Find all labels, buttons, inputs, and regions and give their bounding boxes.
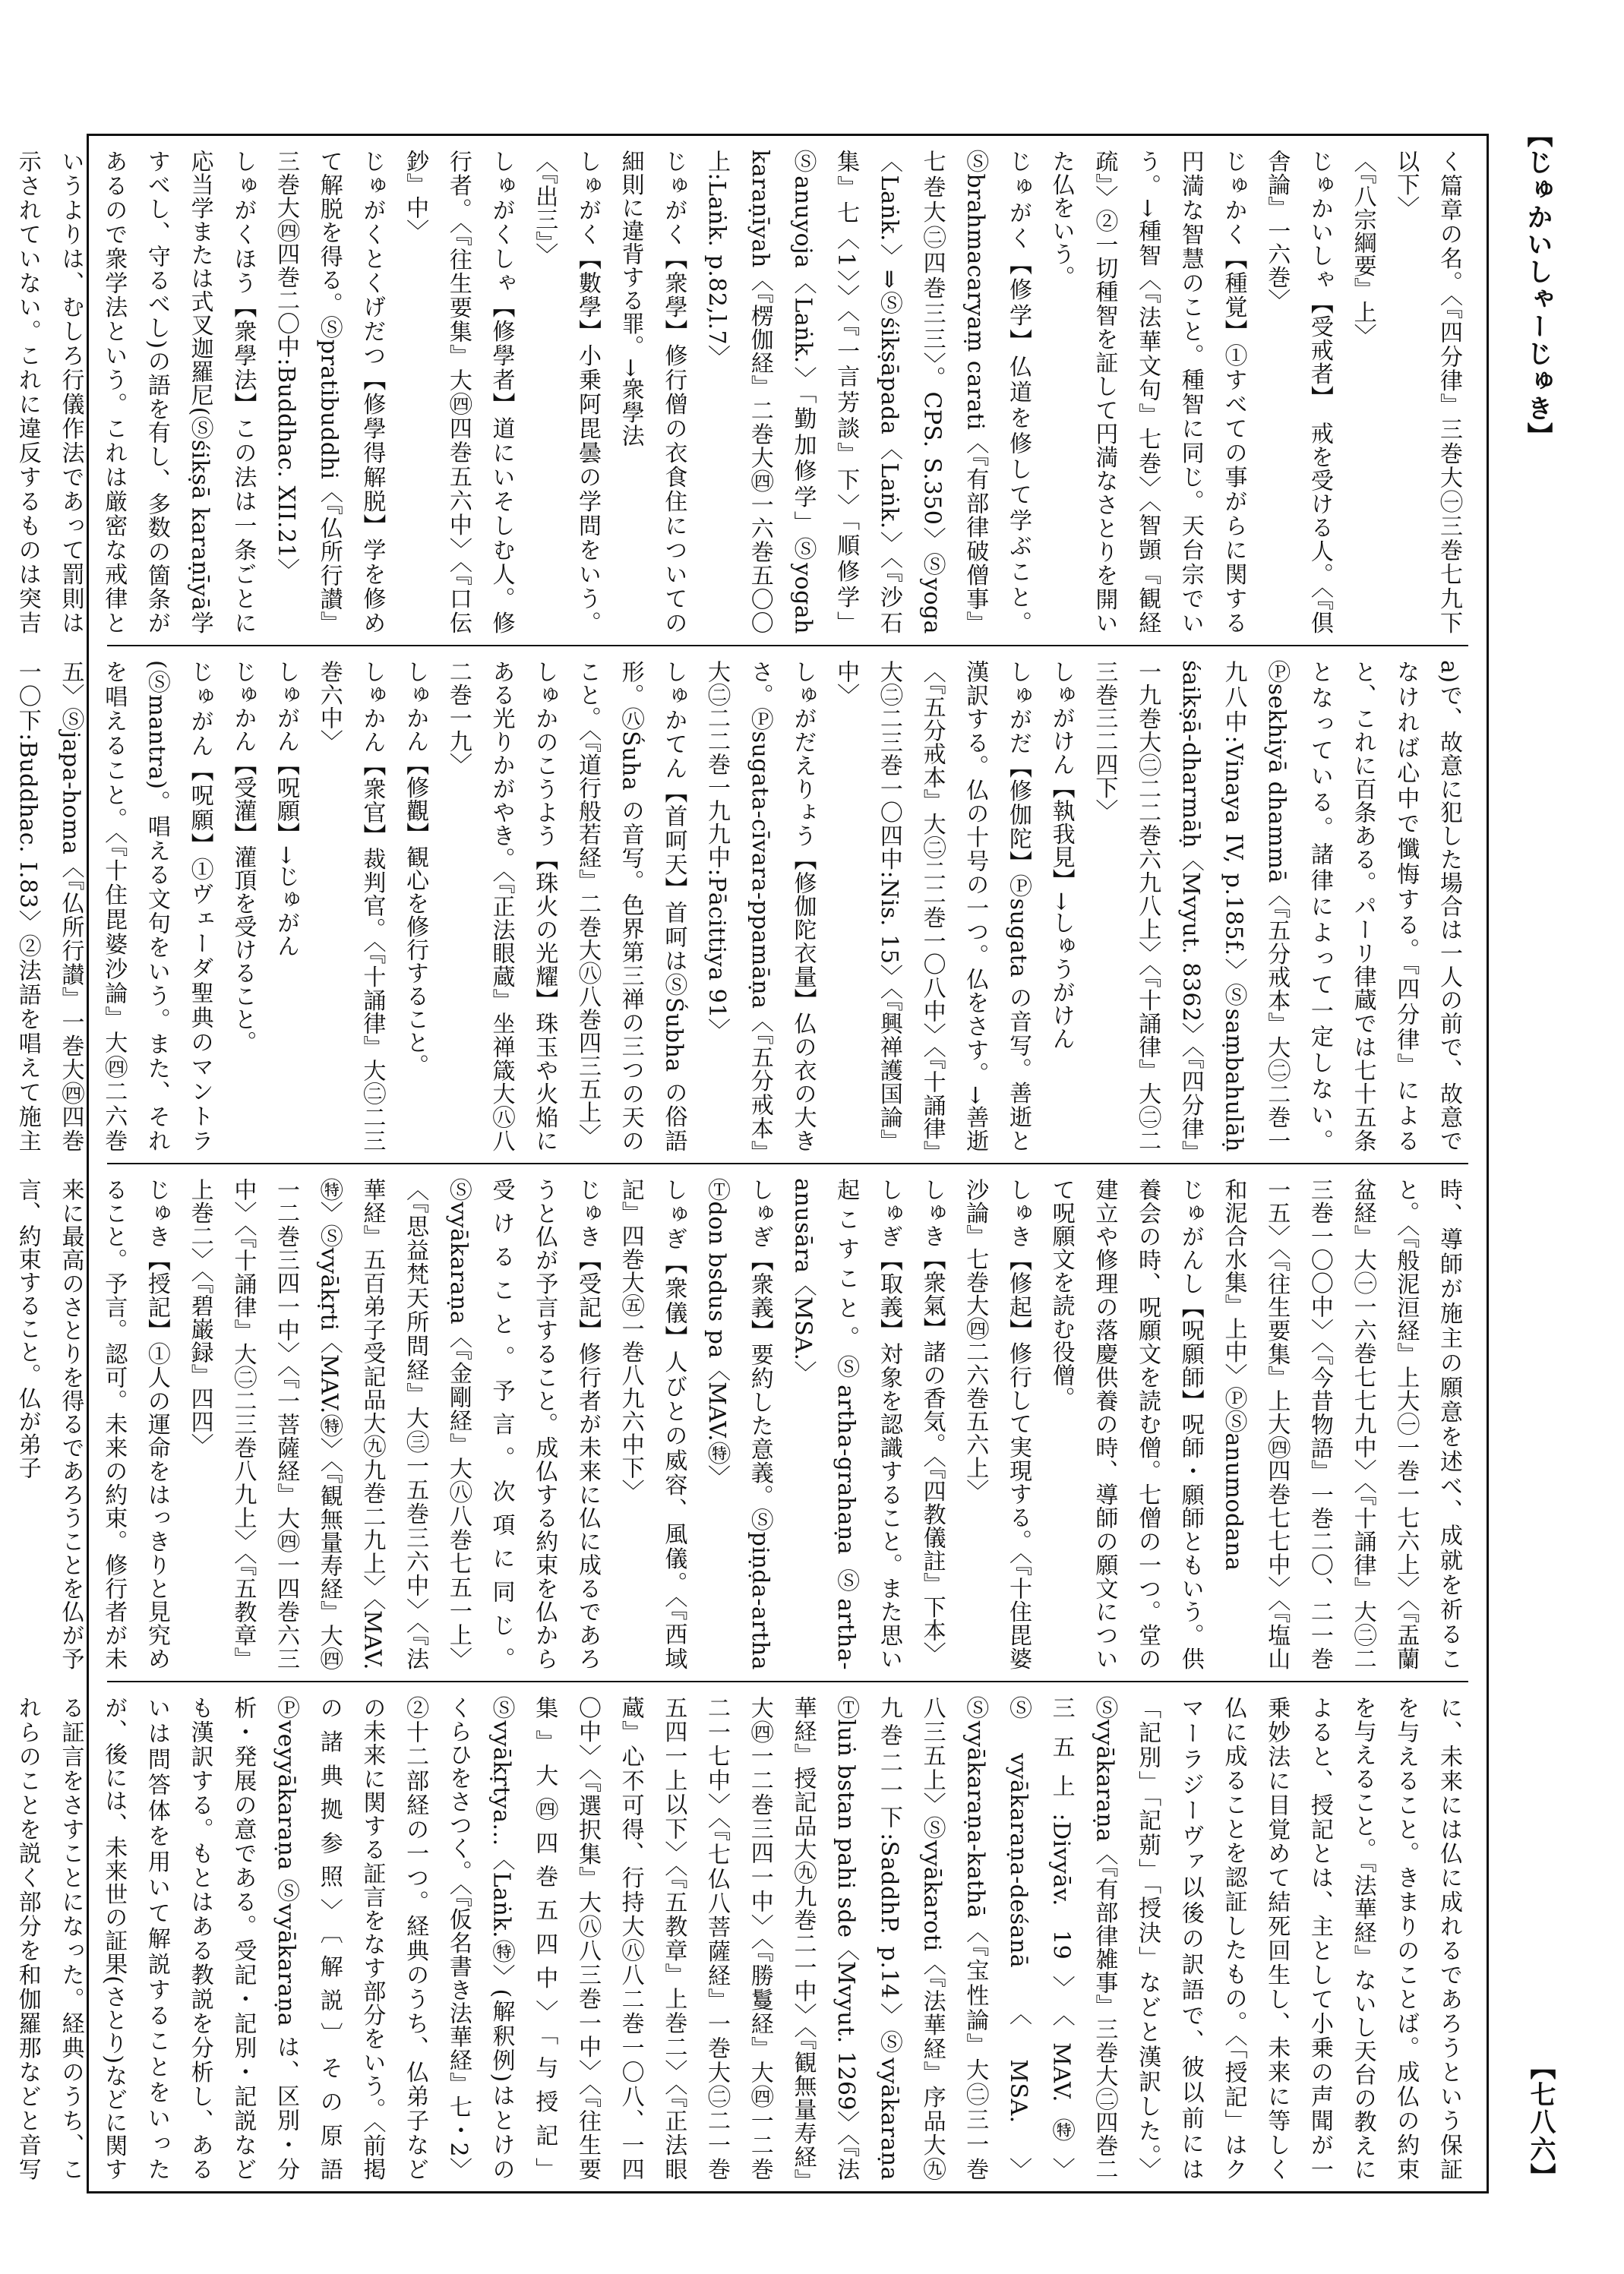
entry: じゅがんし【呪願師】呪師・願師ともいう。供養会の時、呪願文を読む僧。七僧の一つ。堂の建立や修理の落慶供養の時、導師の願文について呪願文を読む役僧。	[1047, 1178, 1204, 1670]
entry: じゅき【受記】修行者が未来に仏に成るであろうと仏が予言すること。成仏する約束を仏から受けること。予言。次項に同じ。Ⓢvyākaraṇa〈『金剛経』大㊇八巻七五一上〉〈『思益梵天所問経』大㊂一五巻三六中〉〈『法華経』五百弟子受記品大㊈九巻二九上〉〈MAV.㊕〉Ⓢvyākṛti〈MAV.㊕〉〈『観無量寿経』大㊃一二巻三四一中〉〈『一菩薩経』大㊃一四巻六三中〉〈『十誦律』大㊁二三巻八九上〉〈『五教章』上巻二〉〈『碧巌録』四四〉	[186, 1178, 601, 1670]
entry: しゅがん【呪願】→じゅがん	[273, 660, 300, 958]
entry: しゅがく【數學】小乗阿毘曇の学問をいう。〈『出三』〉	[531, 150, 601, 634]
entry: しゅぎ【取義】対象を認識すること。また思い起こすこと。Ⓢartha-grahaṇa Ⓢartha-anusāra〈MSA.〉	[789, 1178, 902, 1670]
entry: しゅがくしゃ【修學者】道にいそしむ人。修行者。〈『往生要集』大㊃四巻五六中〉〈『口伝鈔』中〉	[402, 150, 515, 634]
entry: く篇章の名。〈『四分律』三巻大㊀三巻七九下以下〉	[1392, 150, 1462, 634]
page-number: 【七八六】	[1525, 2054, 1556, 2190]
entry: 時、導師が施主の願意を述べ、成就を祈ること。〈『般泥洹経』上大㊀一巻一七六上〉〈『盂蘭盆経』大㊀一六巻七七九中〉〈『十誦律』大㊁二三巻一〇〇中〉〈『今昔物語』一巻二〇、二一巻一五〉〈『往生要集』上大㊃四巻七七中〉〈『塩山和泥合水集』上中〉ⓅⓈanumodana	[1220, 1178, 1462, 1670]
entry: しゅぎ【衆義】要約した意義。Ⓢpiṇḍa-artha Ⓣdon bsdus pa〈MAV.㊕〉	[703, 1178, 773, 1670]
entry: しゅがだえりょう【修伽陀衣量】仏の衣の大きさ。Ⓟsugata-cīvara-ppamāṇa〈『五分戒本』大㊁二二巻一九九中:Pācittiya 91〉	[703, 660, 817, 1152]
entry: しゅかてん【首呵天】首呵はⓈŚubha の俗語形。㊇Śuha の音写。色界第三禅の三つの天のこと。〈『道行般若経』二巻大㊇八巻四三五上〉	[573, 660, 687, 1152]
entry: じゅかく【種覚】①すべての事がらに関する円満な智慧のこと。種智に同じ。天台宗でいう。→種智〈『法華文句』七巻〉〈智顗『観経疏』〉②一切種智を証して円満なさとりを開いた仏をいう。	[1047, 150, 1247, 634]
entry: しゅき【衆氣】諸の香気。〈『四教儀註』下本〉	[918, 1178, 946, 1665]
entry: しゅぎ【衆儀】人びとの威容、風儀。〈『西域記』四巻大㊄一巻八九六中下〉	[617, 1178, 687, 1670]
text-band-2	[14, 646, 1487, 1163]
entry: しゅき【修起】修行して実現する。〈『十住毘婆沙論』七巻大㊃二六巻五六上〉	[962, 1178, 1032, 1670]
entry: 〈『八宗綱要』上〉	[1349, 150, 1376, 347]
band-3-columns	[14, 1178, 1470, 1670]
entry: しゅがけん【執我見】→しゅうがけん	[1047, 660, 1075, 1050]
text-band-4	[14, 1682, 1487, 2191]
entry: しゅがだ【修伽陀】Ⓟsugata の音写。善逝と漢訳する。仏の十号の一つ。仏をさす。→善逝〈『五分戒本』大㊁二二巻一〇八中〉〈『十誦律』大㊁二三巻一〇四中:Nis. 15〉〈『興禅護国論』中〉	[833, 660, 1032, 1152]
entry: じゅがくとくげだつ【修學得解脱】学を修めて解脱を得る。Ⓢpratibuddhi〈『仏所行讃』三巻大㊃四巻二〇中:Buddhac. XII.21〉	[273, 150, 386, 634]
entry: じゅがく【衆學】修行僧の衣食住についての細則に違背する罪。→衆學法	[617, 150, 687, 634]
band-1-columns	[14, 150, 1470, 634]
entry: じゅかん【受灌】灌頂を受けること。	[229, 660, 257, 1054]
entry: しゅかん【修觀】観心を修行すること。	[402, 660, 429, 1077]
entry: に、未来には仏に成れるであろうという保証を与えること。きまりのことば。成仏の約束を与えること。『法華経』ないし天台の教えによると、授記とは、主として小乗の声聞が一乗妙法に目覚めて結死回生し、未来に等しく仏に成ることを認証したもの。〈「授記」はクマーラジーヴァ以後の訳語で、彼以前には「記別」「記莂」「授決」などと漢訳した。〉Ⓢvyākaraṇa〈『有部律雑事』三巻大㊁四巻二三五上:Divyāv. 19〉〈MAV.㊕〉Ⓢvyākaraṇa-deśanā〈MSA.〉Ⓢvyākaraṇa-kathā〈『宝性論』大㊁三一巻八三五上〉Ⓢvyākaroti〈『法華経』序品大㊈九巻二一下:SaddhP. p.14〉Ⓢvyākaraṇa Ⓣluṅ bstan pahi sde〈Mvyut. 1269〉〈『法華経』授記品大㊈九巻二一中〉〈『観無量寿経』大㊃一二巻三四一中〉〈『勝鬘経』大㊃一二巻二一七中〉〈『七仏八菩薩経』一巻大㊁二一巻五四一上以下〉〈『五教章』上巻二〉〈『正法眼蔵』心不可得、行持大㊇八二巻一〇八、一四〇中〉〈『選択集』大㊇八三巻一中〉〈『往生要集』大㊃四巻五四中〉「与授記」Ⓢvyākṛtya...〈Laṅk.㊕〉(解釈例)はとけのくらひをさつく。〈『仮名書き法華経』七・2〉②十二部経の一つ。経典のうち、仏弟子などの未来に関する証言をなす部分をいう。〈前掲の諸典拠参照〉〔解説〕その原語Ⓟveyyākaraṇa Ⓢvyākaraṇa は、区別・分析・発展の意である。受記・記別・記説なども漢訳する。もとはある教説を分析し、あるいは問答体を用いて解説することをいったが、後には、未来世の証果(さとり)などに関する証言をさすことになった。経典のうち、これらのことを説く部分を和伽羅那などと音写	[14, 1696, 1462, 2181]
text-band-3	[14, 1164, 1487, 1681]
entry: しゅかん【衆官】裁判官。〈『十誦律』大㊁二三巻六中〉	[315, 660, 386, 1152]
entry: しゅがくほう【衆學法】この法は一条ごとに応当学または式叉迦羅尼(Ⓢśikṣā karaṇīyā学すべし、守るべし)の語を有し、多数の箇条があるので衆学法という。これは厳密な戒律というよりは、むしろ行儀作法であって罰則は示されていない。これに違反するものは突吉	[14, 150, 257, 634]
running-head: 【じゅかいしゃーじゅき】	[1522, 122, 1553, 450]
entry: じゅがん【呪願】①ヴェーダ聖典のマントラ(Ⓢmantra)。唱える文句をいう。また、それを唱えること。〈『十住毘婆沙論』大㊃二六巻五〉Ⓢjapa-homa〈『仏所行讃』一巻大㊃四巻一〇下:Buddhac. I.83〉②法語を唱えて施主	[14, 660, 213, 1152]
dictionary-page-frame	[14, 134, 1489, 2193]
entry: a)で、故意に犯した場合は一人の前で、故意でなければ心中で懺悔する。『四分律』によると、これに百条ある。パーリ律蔵では七十五条となっている。諸律によって一定しない。Ⓟsekhiyā dhammā〈『五分戒本』大㊁二巻一九八中:Vinaya IV, p.185f.〉Ⓢsaṃbahulāḥ śaikṣā-dharmāḥ〈Mvyut. 8362〉〈『四分律』一九巻大㊁二二巻六九八上〉〈『十誦律』大㊁二三巻三二四下〉	[1091, 660, 1462, 1152]
entry: じゅき【授記】①人の運命をはっきりと見究めること。予言。認可。未来の約束。修行者が未来に最高のさとりを得るであろうことを仏が予言、約束すること。仏が弟子	[14, 1178, 170, 1670]
entry: じゅがく【修学】仏道を修して学ぶこと。Ⓢbrahmacaryaṃ carati〈『有部律破僧事』七巻大㊁四巻三三〉。CPS. S.350〉Ⓢyoga〈Laṅk.〉⇒Ⓢśikṣāpada〈Laṅk.〉〈『沙石集』七〈1〉〉〈『一言芳談』下〉「順修学」Ⓢanuyoja〈Laṅk.〉「勤加修学」Ⓢyogah karaṇīyah〈『楞伽経』二巻大㊃一六巻五〇〇上:Laṅk. p.82,l.7〉	[703, 150, 1032, 634]
band-2-columns	[14, 660, 1470, 1152]
entry: じゅかいしゃ【受戒者】 戒を受ける人。〈『倶舎論』一六巻〉	[1263, 150, 1333, 634]
entry: しゅかのこうよう【珠火の光耀】珠玉や火焔にある光りかがやき。〈『正法眼蔵』坐禅箴大㊇八二巻一九〉	[444, 660, 558, 1152]
text-band-1	[14, 136, 1487, 645]
band-4-columns	[14, 1696, 1470, 2181]
